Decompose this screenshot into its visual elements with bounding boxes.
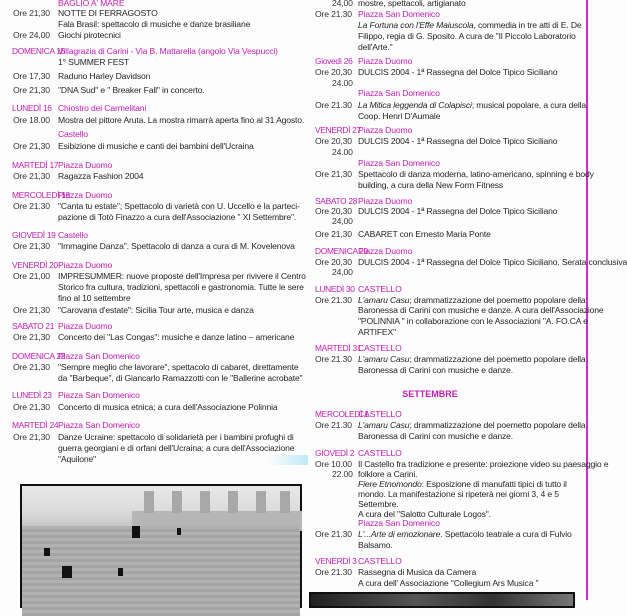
event-date: LUNEDÌ 23 — [12, 390, 52, 400]
event-text — [58, 282, 304, 293]
event-time: Ore 21.30 — [315, 354, 352, 364]
event-text — [58, 443, 294, 454]
event-time: Ore 21,30 — [13, 402, 50, 412]
event-time: Ore 17,30 — [13, 71, 50, 81]
event-text — [58, 402, 278, 413]
event-description: Danze Ucraine: spettacolo di solidarietà per i bambini profughi di — [58, 432, 294, 442]
event-title: La Fortuna con l'Effe Maiuscola — [358, 20, 474, 30]
event-text — [358, 257, 627, 268]
event-description: "Sempre meglio che lavorare", spettacolo di cabaret, direttamente — [58, 362, 299, 372]
event-time: Ore 21,30 — [13, 362, 50, 372]
event-venue: Piazza Duomo — [358, 56, 413, 66]
event-text — [358, 67, 557, 78]
event-description: DULCIS 2004 - 1ª Rassegna del Dolce Tipico Siciliano — [358, 206, 558, 216]
event-venue: CASTELLO — [358, 409, 402, 419]
event-description: . Spettacolo teatrale a cura di Fulvio — [440, 529, 572, 539]
event-time: Ore 20,30 — [315, 206, 352, 216]
event-date: SABATO 28 — [315, 196, 358, 206]
event-text — [58, 230, 88, 241]
event-description: Esibizione di musiche e canti dei bambini dell'Ucraina — [58, 141, 254, 151]
event-text — [58, 71, 150, 82]
event-text — [358, 529, 572, 540]
event-text — [358, 327, 396, 338]
event-text — [358, 567, 476, 578]
event-time: 22.00 — [332, 469, 353, 479]
event-text — [358, 284, 402, 295]
event-time: Ore 20,30 — [315, 67, 352, 77]
event-venue: Piazza San Domenico — [358, 158, 440, 168]
event-date: DOMENICA 29 — [315, 246, 369, 256]
event-date: MARTEDÌ 24 — [12, 420, 59, 430]
event-time: 24.00 — [332, 147, 353, 157]
month-heading: SETTEMBRE — [402, 389, 458, 399]
event-description: Ragazza Fashion 2004 — [58, 171, 144, 181]
event-description: ; drammatizzazione del poemetto popolare della — [409, 420, 586, 430]
event-description: Balsamo. — [358, 540, 393, 550]
event-description: Mostra del pittore Aruta. La mostra rimarrà aperta fino al 31 Agosto. — [58, 115, 305, 125]
event-venue: Piazza San Domenico — [58, 420, 140, 430]
event-description: ARTIFEX" — [358, 327, 396, 337]
event-date: DOMENICA 15 — [12, 46, 66, 56]
event-text — [58, 241, 295, 252]
event-text — [58, 321, 112, 332]
event-time: Ore 21,00 — [13, 271, 50, 281]
event-text — [58, 201, 300, 212]
event-text — [358, 125, 412, 136]
event-text — [358, 42, 393, 53]
event-time: Ore 21.30 — [315, 567, 352, 577]
magenta-border-rule — [586, 0, 588, 600]
event-venue: Castello — [58, 230, 88, 240]
event-text — [358, 540, 393, 551]
event-venue: CASTELLO — [358, 343, 402, 353]
event-text — [58, 332, 294, 343]
event-description: ; drammatizzazione del poemetto popolare della — [409, 354, 586, 364]
event-venue: Piazza Duomo — [58, 190, 113, 200]
event-text — [58, 454, 96, 465]
event-title: L'amaru Casu — [358, 295, 410, 305]
event-date: SABATO 21 — [12, 321, 55, 331]
event-text — [358, 169, 594, 180]
event-venue: Castello — [58, 129, 88, 139]
event-text — [58, 293, 130, 304]
event-text — [358, 431, 513, 442]
event-description: ; musical popolare, a cura della — [471, 100, 586, 110]
event-text — [58, 160, 112, 171]
event-time: Ore 21.30 — [13, 201, 50, 211]
event-time: Ore 18.00 — [13, 115, 50, 125]
event-text — [58, 171, 143, 182]
event-text — [358, 100, 586, 111]
event-text — [58, 260, 112, 271]
event-text — [358, 20, 582, 31]
event-text — [358, 448, 402, 459]
event-venue: BAGLIO A' MARE — [58, 0, 125, 8]
event-text — [58, 85, 205, 96]
event-text — [358, 31, 576, 42]
event-text — [58, 30, 121, 41]
event-description: A cura del "Salotto Culturale Logos". — [358, 509, 491, 519]
event-text — [358, 316, 588, 327]
event-date: VENERDÌ 27 — [315, 125, 361, 135]
event-description: DULCIS 2004 - 1ª Rassegna del Dolce Tipico Siciliano — [358, 136, 558, 146]
event-venue: Piazza Duomo — [358, 246, 413, 256]
event-text — [358, 305, 604, 316]
event-date: MARTEDÌ 17 — [12, 160, 59, 170]
event-venue: CASTELLO — [358, 448, 402, 458]
event-venue: Piazza San Domenico — [358, 88, 440, 98]
event-date: Giovedì 26 — [315, 56, 353, 66]
event-time: 24,00 — [332, 267, 353, 277]
event-text — [358, 206, 557, 217]
event-description: Concerto dei "Las Congas": musiche e danze latino – americane — [58, 332, 295, 342]
event-description: "Canta tu estate"; Spettacolo di varietà con U. Uccello e la parteci- — [58, 201, 300, 211]
event-text — [58, 212, 296, 223]
event-text — [58, 351, 140, 362]
event-text — [358, 111, 440, 122]
event-description: 1° SUMMER FEST — [58, 57, 130, 67]
event-description: DULCIS 2004 - 1ª Rassegna del Dolce Tipico Siciliano. Serata conclusiva — [358, 257, 627, 267]
event-description: Rassegna di Musica da Camera — [358, 567, 477, 577]
event-date: VENERDÌ 20 — [12, 260, 58, 270]
event-text — [358, 354, 586, 365]
event-text — [358, 343, 402, 354]
event-time: 24,00 — [332, 0, 353, 8]
event-time: Ore 10.00 — [315, 459, 352, 469]
event-text — [358, 246, 412, 257]
event-description: Concerto di musica etnica; a cura dell'Associazione Polinnia — [58, 402, 278, 412]
event-text — [58, 115, 304, 126]
event-text — [358, 229, 491, 240]
event-text — [358, 88, 440, 99]
event-time: Ore 21,30 — [13, 305, 50, 315]
event-time: Ore 21,30 — [315, 169, 352, 179]
event-venue: Chiostro dei Carmelitani — [58, 103, 147, 113]
event-description: DULCIS 2004 - 1ª Rassegna del Dolce Tipico Siciliano — [358, 67, 558, 77]
event-venue: CASTELLO — [358, 556, 402, 566]
event-venue: Piazza San Domenico — [358, 9, 440, 19]
event-venue: Piazza Duomo — [358, 196, 413, 206]
event-description: Fala Brasil: spettacolo di musiche e danze brasiliane — [58, 19, 251, 29]
event-time: Ore 20,30 — [315, 136, 352, 146]
event-date: DOMENICA 22 — [12, 351, 66, 361]
event-time: Ore 20,30 — [315, 257, 352, 267]
concert-photo — [309, 592, 575, 608]
event-venue: Piazza San Domenico — [58, 351, 140, 361]
event-venue: Piazza Duomo — [58, 160, 113, 170]
event-time: Ore 21,30 — [13, 141, 50, 151]
event-text — [58, 46, 278, 57]
event-description: Raduno Harley Davidson — [58, 71, 151, 81]
event-text — [358, 0, 466, 9]
event-description: : Esposizione di manufatti tipici di tutto il — [421, 479, 567, 489]
event-time: 24,00 — [332, 216, 353, 226]
event-time: Ore 21.30 — [315, 9, 352, 19]
event-date: VENERDÌ 3 — [315, 556, 357, 566]
event-text — [58, 432, 294, 443]
event-text — [358, 556, 402, 567]
event-venue: Piazza Duomo — [58, 260, 113, 270]
event-venue: Piazza Duomo — [58, 321, 113, 331]
event-text — [58, 129, 88, 140]
event-description: Baronessa di Carini con musiche e danze. A cura dell'Associazione — [358, 305, 604, 315]
event-date: MERCOLEDÌ 18 — [12, 190, 70, 200]
event-text — [58, 271, 306, 282]
event-text — [58, 305, 254, 316]
event-time: Ore 21.30 — [315, 420, 352, 430]
event-time: Ore 21,30 — [13, 85, 50, 95]
event-text — [58, 373, 303, 384]
event-title: La Mitica leggenda di Colapisci — [358, 100, 472, 110]
event-description: , commedia in tre atti di E. De — [473, 20, 582, 30]
event-description: da "Barbeque", di Giancarlo Ramazzotti con le "Ballerine acrobate" — [58, 373, 303, 383]
event-description: Il Castello fra tradizione e presente: proiezione video su paesaggio e — [358, 459, 609, 469]
event-date: LUNEDÌ 30 — [315, 284, 355, 294]
event-text — [58, 362, 298, 373]
event-time: Ore 21,30 — [13, 241, 50, 251]
event-description: CABARET con Ernesto Maria Ponte — [358, 229, 491, 239]
event-date: MERCOLEDÌ 1 — [315, 409, 369, 419]
event-description: "DNA Sud" e " Breaker Fall" in concerto. — [58, 85, 205, 95]
event-description: pazione di Totò Finazzo a cura dell'Associazione " XI Settembre". — [58, 212, 297, 222]
event-venue: Piazza San Domenico — [58, 390, 140, 400]
event-text — [58, 103, 146, 114]
event-description: Baronessa di Carini con musiche e danze. — [358, 431, 513, 441]
event-text — [58, 57, 129, 68]
event-description: mostre, spettacoli, artigianato — [358, 0, 466, 8]
event-description: "Carovana d'estate": Sicilia Tour arte, musica e danza — [58, 305, 254, 315]
event-text — [358, 9, 440, 20]
event-time: Ore 21.30 — [315, 529, 352, 539]
event-text — [358, 180, 503, 191]
event-description: NOTTE DI FERRAGOSTO — [58, 8, 158, 18]
event-text — [358, 365, 513, 376]
event-text — [358, 136, 557, 147]
event-description: dell'Arte." — [358, 42, 393, 52]
event-time: Ore 21,30 — [13, 171, 50, 181]
event-description: Filippo, regia di G. Sposito. A cura de "Il Piccolo Laboratorio — [358, 31, 576, 41]
castle-photo — [20, 484, 302, 608]
event-text — [58, 8, 158, 19]
event-title: Fiere Etnomondo — [358, 479, 422, 489]
event-date: GIOVEDÌ 2 — [315, 448, 355, 458]
event-venue: Villagrazia di Carini - Via B. Mattarella (angolo Via Vespucci) — [58, 46, 278, 56]
event-description: fino al 10 settembre — [58, 293, 131, 303]
event-venue: Piazza Duomo — [358, 125, 413, 135]
event-description: mondo. La manifestazione si ripeterà nei giorni 3, 4 e 5 — [358, 489, 559, 499]
event-text — [58, 420, 140, 431]
event-description: guerra georgiani e di orfani dell'Ucraina; a cura dell'Associazione — [58, 443, 295, 453]
event-text — [358, 578, 538, 589]
event-time: Ore 21.30 — [315, 100, 352, 110]
event-title: L'amaru Casu — [358, 354, 410, 364]
event-text — [358, 158, 440, 169]
event-time: Ore 21,30 — [315, 229, 352, 239]
event-text — [358, 518, 440, 529]
event-description: IMPRESUMMER: nuove proposte dell'Impresa per rivivere il Centro — [58, 271, 306, 281]
event-text — [358, 420, 586, 431]
event-description: Baronessa di Carini con musiche e danze. — [358, 365, 513, 375]
event-time: Ore 21,30 — [13, 8, 50, 18]
event-description: Giochi pirotecnici — [58, 30, 121, 40]
event-description: A cura dell' Associazione "Collegium Ars Musica " — [358, 578, 539, 588]
event-venue: Piazza San Domenico — [358, 518, 440, 528]
event-time: Ore 21.30 — [315, 295, 352, 305]
event-description: "Aquilone" — [58, 454, 97, 464]
event-text — [58, 190, 112, 201]
event-description: Settembre. — [358, 499, 399, 509]
event-date: LUNEDÌ 16 — [12, 103, 52, 113]
event-description: Coop. Henri D'Aumale — [358, 111, 441, 121]
event-time: Ore 21,30 — [13, 332, 50, 342]
event-text — [358, 56, 412, 67]
decorative-glow — [268, 455, 308, 465]
event-description: "POLINNIA " in collaborazione con le Associazioni "A. FO.CA e — [358, 316, 588, 326]
event-title: L'...Arte di emozionare — [358, 529, 441, 539]
event-description: folklore a Carini. — [358, 469, 418, 479]
event-description: building, a cura della New Form Fitness — [358, 180, 504, 190]
event-text — [58, 19, 250, 30]
event-description: "Immagine Danza". Spettacolo di danza a cura di M. Kovelenova — [58, 241, 295, 251]
event-description: Storico fra cultura, tradizioni, spettacoli e gastronomia. Tutte le sere — [58, 282, 304, 292]
event-text — [58, 390, 140, 401]
event-text — [358, 409, 402, 420]
event-text — [58, 141, 254, 152]
event-description: ; drammatizzazione del poemetto popolare della — [409, 295, 586, 305]
event-time: 24.00 — [332, 78, 353, 88]
event-time: Ore 21,30 — [13, 432, 50, 442]
event-time: Ore 24,00 — [13, 30, 50, 40]
event-date: GIOVEDÌ 19 — [12, 230, 56, 240]
event-date: MARTEDÌ 31 — [315, 343, 362, 353]
event-title: L'amaru Casu — [358, 420, 410, 430]
event-description: Spettacolo di danza moderna, latino-americano, spinning e body — [358, 169, 594, 179]
event-venue: CASTELLO — [358, 284, 402, 294]
